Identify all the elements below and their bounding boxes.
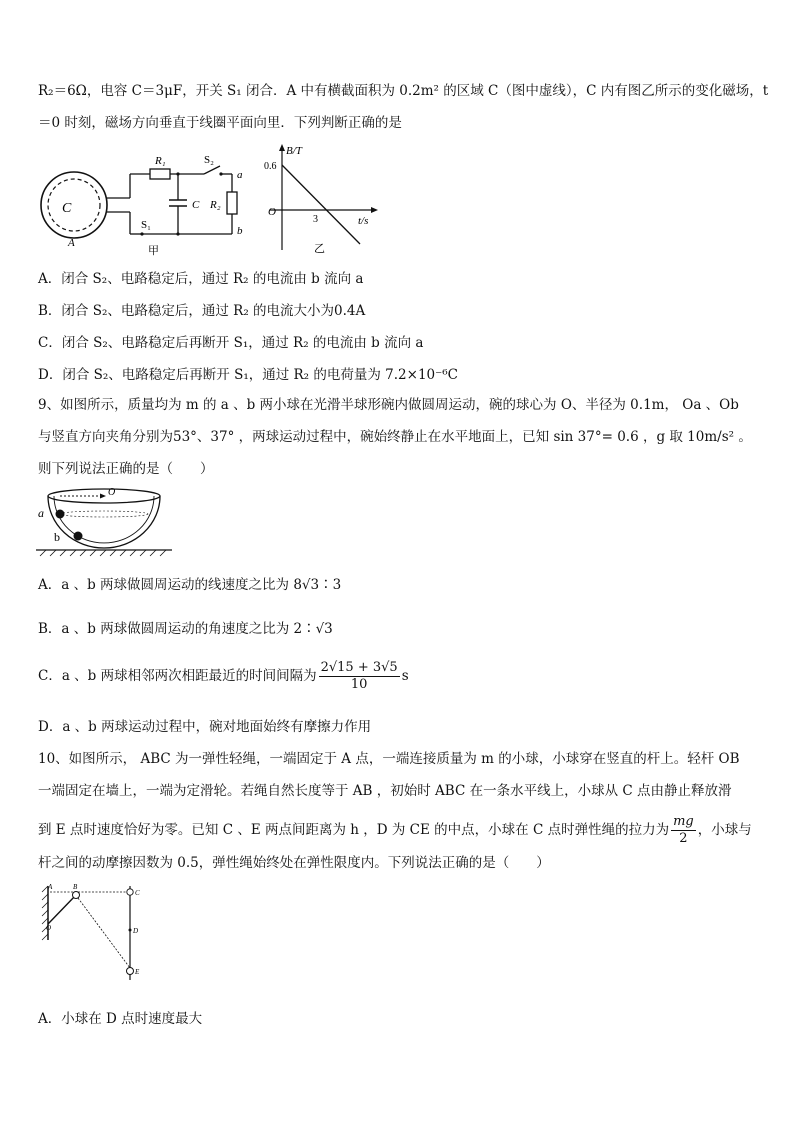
q8-label-a: a xyxy=(237,169,243,181)
q9-option-b: B．a 、b 两球做圆周运动的角速度之比为 2∶√3 xyxy=(38,621,333,637)
q10-label-a: A xyxy=(48,883,53,891)
q8-option-c: C．闭合 S₂、电路稳定后再断开 S₁，通过 R₂ 的电流由 b 流向 a xyxy=(38,335,424,351)
q9-option-d: D．a 、b 两球运动过程中，碗对地面始终有摩擦力作用 xyxy=(38,719,372,735)
q8-graph-ylabel: B/T xyxy=(286,145,302,157)
q8-option-a: A．闭合 S₂、电路稳定后，通过 R₂ 的电流由 b 流向 a xyxy=(38,271,364,287)
q8-circuit-figure xyxy=(38,150,258,260)
q10-label-o: O xyxy=(46,924,52,932)
q8-label-s1: S₁ xyxy=(141,219,151,231)
q10-line3-denominator: 2 xyxy=(679,831,688,846)
q8-graph-xtick: 3 xyxy=(313,214,318,225)
q8-label-r1: R₁ xyxy=(155,155,166,167)
q10-line3-text: 到 E 点时速度恰好为零。已知 C 、E 两点间距离为 h ，D 为 CE 的中点，小球在 C 点时弹性绳的拉力为 xyxy=(38,822,670,838)
q9-option-c xyxy=(38,660,409,693)
q9-bowl-figure xyxy=(36,484,176,558)
q8-graph-xlabel: t/s xyxy=(358,215,369,227)
q10-label-d: D xyxy=(133,927,139,935)
q8-intro-line2: ＝0 时刻，磁场方向垂直于线圈平面向里．下列判断正确的是 xyxy=(38,115,402,131)
q10-rope-figure xyxy=(38,880,148,990)
q10-line4: 杆之间的动摩擦因数为 0.5，弹性绳始终处在弹性限度内。下列说法正确的是（ ） xyxy=(38,855,550,871)
q10-label-e: E xyxy=(135,968,140,976)
q9-line2: 与竖直方向夹角分别为53°、37° ，两球运动过程中，碗始终静止在水平地面上，已知 sin 37°= 0.6 ，g 取 10m/s² 。 xyxy=(38,429,752,445)
q10-label-c: C xyxy=(135,889,140,897)
q10-line3 xyxy=(38,814,752,847)
q9-option-c-text: C．a 、b 两球相邻两次相距最近的时间间隔为 xyxy=(38,668,317,684)
q9-option-a: A．a 、b 两球做圆周运动的线速度之比为 8√3∶3 xyxy=(38,577,342,593)
q8-graph-origin: O xyxy=(268,206,276,218)
q8-caption-yi: 乙 xyxy=(314,242,325,255)
q9-line1: 9、如图所示，质量均为 m 的 a 、b 两小球在光滑半球形碗内做圆周运动，碗的球心为 O、半径为 0.1m， Oa 、Ob xyxy=(38,397,739,413)
q10-line1: 10、如图所示， ABC 为一弹性轻绳，一端固定于 A 点，一端连接质量为 m 的小球，小球穿在竖直的杆上。轻杆 OB xyxy=(38,751,740,767)
q8-label-b: b xyxy=(237,225,243,237)
q9-option-c-numerator: 2√15 + 3√5 xyxy=(320,660,398,675)
q8-label-r2: R₂ xyxy=(210,199,221,211)
q9-label-a: a xyxy=(38,506,44,520)
q10-line2: 一端固定在墙上，一端为定滑轮。若绳自然长度等于 AB ，初始时 ABC 在一条水平线上，小球从 C 点由静止释放滑 xyxy=(38,783,732,799)
q8-label-coil-a: A xyxy=(68,237,75,249)
q9-option-c-denominator: 10 xyxy=(350,677,368,692)
q10-line3-suffix: ，小球与 xyxy=(697,822,752,838)
q9-label-o: O xyxy=(108,487,116,498)
q10-line3-fraction xyxy=(671,814,696,847)
q8-bt-graph xyxy=(262,142,382,257)
q10-option-a: A．小球在 D 点时速度最大 xyxy=(38,1011,203,1027)
q8-label-region-c: C xyxy=(62,201,72,216)
q8-label-capacitor: C xyxy=(192,199,200,211)
q9-line3: 则下列说法正确的是（ ） xyxy=(38,461,214,477)
q9-label-b: b xyxy=(54,530,60,544)
q9-option-c-fraction xyxy=(319,660,400,693)
q10-label-b: B xyxy=(73,883,78,891)
q8-graph-ytick: 0.6 xyxy=(264,161,277,172)
q9-option-c-unit: s xyxy=(401,668,409,684)
q8-graph-line xyxy=(282,165,360,244)
q10-line3-numerator: mg xyxy=(673,814,694,829)
q8-option-d: D．闭合 S₂、电路稳定后再断开 S₁，通过 R₂ 的电荷量为 7.2×10⁻⁶C xyxy=(38,367,459,383)
q8-caption-jia: 甲 xyxy=(148,244,159,257)
q8-intro-line1: R₂＝6Ω，电容 C＝3μF，开关 S₁ 闭合．A 中有横截面积为 0.2m² 的区域 C（图中虚线），C 内有图乙所示的变化磁场，t xyxy=(38,83,769,99)
q8-label-s2: S₂ xyxy=(204,154,214,166)
q8-option-b: B．闭合 S₂、电路稳定后，通过 R₂ 的电流大小为0.4A xyxy=(38,303,366,319)
